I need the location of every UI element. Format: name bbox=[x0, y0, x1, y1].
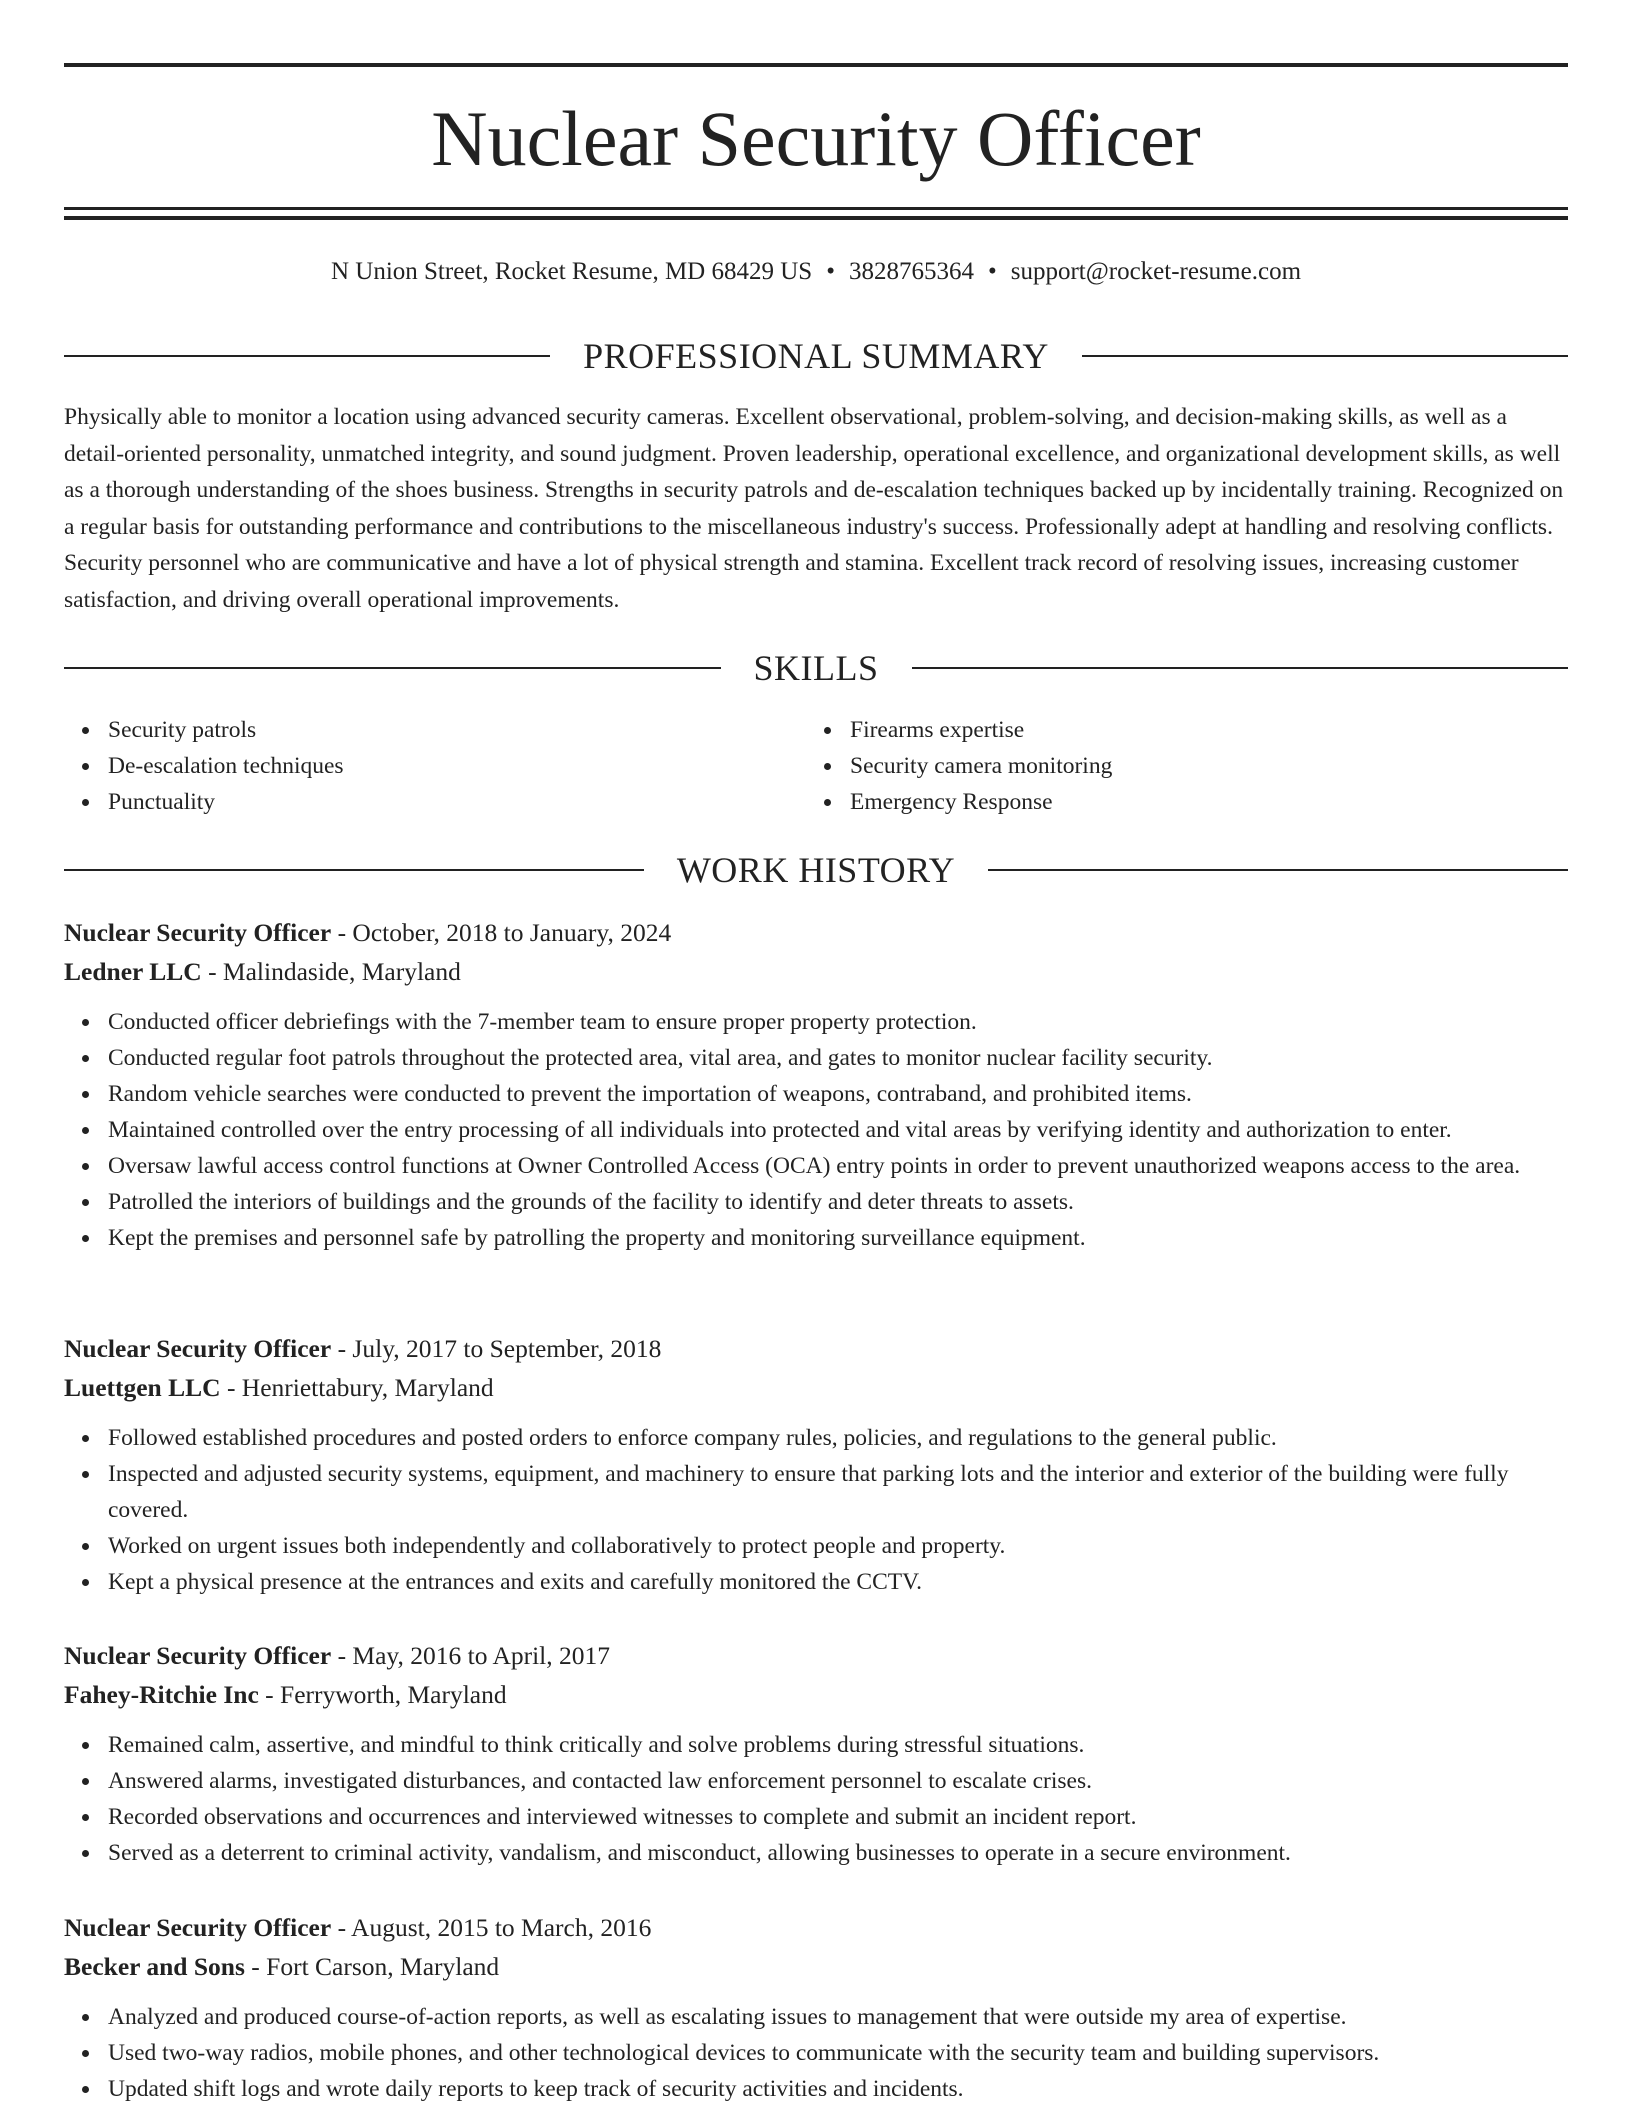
skill-item: De-escalation techniques bbox=[108, 748, 806, 784]
resume-title: Nuclear Security Officer bbox=[431, 95, 1201, 182]
job-role-line bbox=[64, 914, 1568, 952]
skill-item: Firearms expertise bbox=[850, 712, 1548, 748]
job-role-line bbox=[64, 1909, 1568, 1947]
heading-rule-left bbox=[64, 667, 721, 669]
job-entry bbox=[64, 1637, 1568, 1871]
contact-separator: • bbox=[826, 258, 835, 285]
duty-item: Analyzed and produced course-of-action reports, as well as escalating issues to management that were outside my area of expertise. bbox=[108, 1999, 1568, 2035]
summary-text: Physically able to monitor a location using advanced security cameras. Excellent observational, problem-solving, and decision-making skills, as well as a detail-oriented personality, unmatched integrity, and sound judgment. Proven leadership, operational excellence, and organizational development skills, as well as a thorough understanding of the shoes business. Strengths in security patrols and de-escalation techniques backed up by incidentally training. Recognized on a regular basis for outstanding performance and contributions to the miscellaneous industry's success. Professionally adept at handling and resolving conflicts. Security personnel who are communicative and have a lot of physical strength and stamina. Excellent track record of resolving issues, increasing customer satisfaction, and driving overall operational improvements. bbox=[64, 404, 1564, 613]
job-duties bbox=[64, 1420, 1568, 1600]
job-company-line bbox=[64, 1676, 1568, 1714]
job-dates: - May, 2016 to April, 2017 bbox=[331, 1641, 611, 1670]
job-entry bbox=[64, 1330, 1568, 1600]
job-location: - Fort Carson, Maryland bbox=[244, 1952, 500, 1981]
duty-item: Kept the premises and personnel safe by patrolling the property and monitoring surveillance equipment. bbox=[108, 1220, 1568, 1256]
heading-rule-right bbox=[1082, 355, 1568, 357]
job-duties bbox=[64, 1999, 1568, 2107]
job-dates: - July, 2017 to September, 2018 bbox=[331, 1334, 662, 1363]
contact-email: support@rocket-resume.com bbox=[1010, 258, 1302, 285]
contact-line bbox=[64, 254, 1568, 290]
job-entry bbox=[64, 914, 1568, 1256]
duty-item: Maintained controlled over the entry processing of all individuals into protected and vital areas by verifying identity and authorization to enter. bbox=[108, 1112, 1568, 1148]
skills-heading-label: SKILLS bbox=[753, 648, 879, 688]
job-role-line bbox=[64, 1637, 1568, 1675]
skill-item: Punctuality bbox=[108, 784, 806, 820]
skills-column-left bbox=[64, 712, 806, 820]
summary-heading bbox=[64, 334, 1568, 378]
skill-item: Security camera monitoring bbox=[850, 748, 1548, 784]
duty-item: Kept a physical presence at the entrances and exits and carefully monitored the CCTV. bbox=[108, 1564, 1568, 1600]
job-dates: - October, 2018 to January, 2024 bbox=[331, 918, 672, 947]
job-duties bbox=[64, 1004, 1568, 1256]
duty-item: Oversaw lawful access control functions at Owner Controlled Access (OCA) entry points in order to prevent unauthorized weapons access to the area. bbox=[108, 1148, 1568, 1184]
job-company-line bbox=[64, 1948, 1568, 1986]
job-duties bbox=[64, 1727, 1568, 1871]
work-history-heading bbox=[64, 848, 1568, 892]
job-title: Nuclear Security Officer bbox=[64, 1641, 332, 1670]
job-company-line bbox=[64, 953, 1568, 991]
duty-item: Recorded observations and occurrences and interviewed witnesses to complete and submit an incident report. bbox=[108, 1799, 1568, 1835]
skills-list bbox=[64, 712, 1568, 820]
heading-rule-right bbox=[988, 869, 1568, 871]
contact-address: N Union Street, Rocket Resume, MD 68429 US bbox=[330, 258, 813, 285]
job-company: Ledner LLC bbox=[64, 957, 202, 986]
duty-item: Conducted officer debriefings with the 7-member team to ensure proper property protection. bbox=[108, 1004, 1568, 1040]
work-history-heading-label: WORK HISTORY bbox=[676, 850, 956, 890]
job-company: Becker and Sons bbox=[64, 1952, 245, 1981]
header-double-rule-lower bbox=[64, 216, 1568, 220]
summary-heading-label: PROFESSIONAL SUMMARY bbox=[583, 336, 1049, 376]
duty-item: Conducted regular foot patrols throughout the protected area, vital area, and gates to monitor nuclear facility security. bbox=[108, 1040, 1568, 1076]
duty-item: Served as a deterrent to criminal activity, vandalism, and misconduct, allowing businesses to operate in a secure environment. bbox=[108, 1835, 1568, 1871]
duty-item: Worked on urgent issues both independently and collaboratively to protect people and property. bbox=[108, 1528, 1568, 1564]
duty-item: Updated shift logs and wrote daily reports to keep track of security activities and incidents. bbox=[108, 2071, 1568, 2107]
duty-item: Answered alarms, investigated disturbances, and contacted law enforcement personnel to escalate crises. bbox=[108, 1763, 1568, 1799]
job-company: Luettgen LLC bbox=[64, 1373, 221, 1402]
duty-item: Remained calm, assertive, and mindful to think critically and solve problems during stressful situations. bbox=[108, 1727, 1568, 1763]
skills-column-right bbox=[806, 712, 1548, 820]
skills-heading bbox=[64, 646, 1568, 690]
skill-item: Emergency Response bbox=[850, 784, 1548, 820]
heading-rule-left bbox=[64, 355, 550, 357]
contact-separator: • bbox=[987, 258, 997, 285]
header-top-rule bbox=[64, 63, 1568, 67]
contact-phone: 3828765364 bbox=[848, 258, 974, 285]
job-location: - Ferryworth, Maryland bbox=[258, 1680, 507, 1709]
duty-item: Used two-way radios, mobile phones, and other technological devices to communicate with the security team and building supervisors. bbox=[108, 2035, 1568, 2071]
job-title: Nuclear Security Officer bbox=[64, 1334, 332, 1363]
job-entry bbox=[64, 1909, 1568, 2107]
header-double-rule-upper bbox=[64, 207, 1568, 210]
job-dates: - August, 2015 to March, 2016 bbox=[331, 1913, 652, 1942]
job-location: - Malindaside, Maryland bbox=[201, 957, 461, 986]
job-title: Nuclear Security Officer bbox=[64, 1913, 332, 1942]
duty-item: Patrolled the interiors of buildings and the grounds of the facility to identify and deter threats to assets. bbox=[108, 1184, 1568, 1220]
job-role-line bbox=[64, 1330, 1568, 1368]
heading-rule-left bbox=[64, 869, 644, 871]
duty-item: Inspected and adjusted security systems, equipment, and machinery to ensure that parking lots and the interior and exterior of the building were fully covered. bbox=[108, 1456, 1568, 1528]
job-title: Nuclear Security Officer bbox=[64, 918, 332, 947]
skill-item: Security patrols bbox=[108, 712, 806, 748]
heading-rule-right bbox=[912, 667, 1569, 669]
job-company-line bbox=[64, 1369, 1568, 1407]
job-location: - Henriettabury, Maryland bbox=[220, 1373, 494, 1402]
duty-item: Random vehicle searches were conducted to prevent the importation of weapons, contraband, and prohibited items. bbox=[108, 1076, 1568, 1112]
duty-item: Followed established procedures and posted orders to enforce company rules, policies, and regulations to the general public. bbox=[108, 1420, 1568, 1456]
job-company: Fahey-Ritchie Inc bbox=[64, 1680, 259, 1709]
